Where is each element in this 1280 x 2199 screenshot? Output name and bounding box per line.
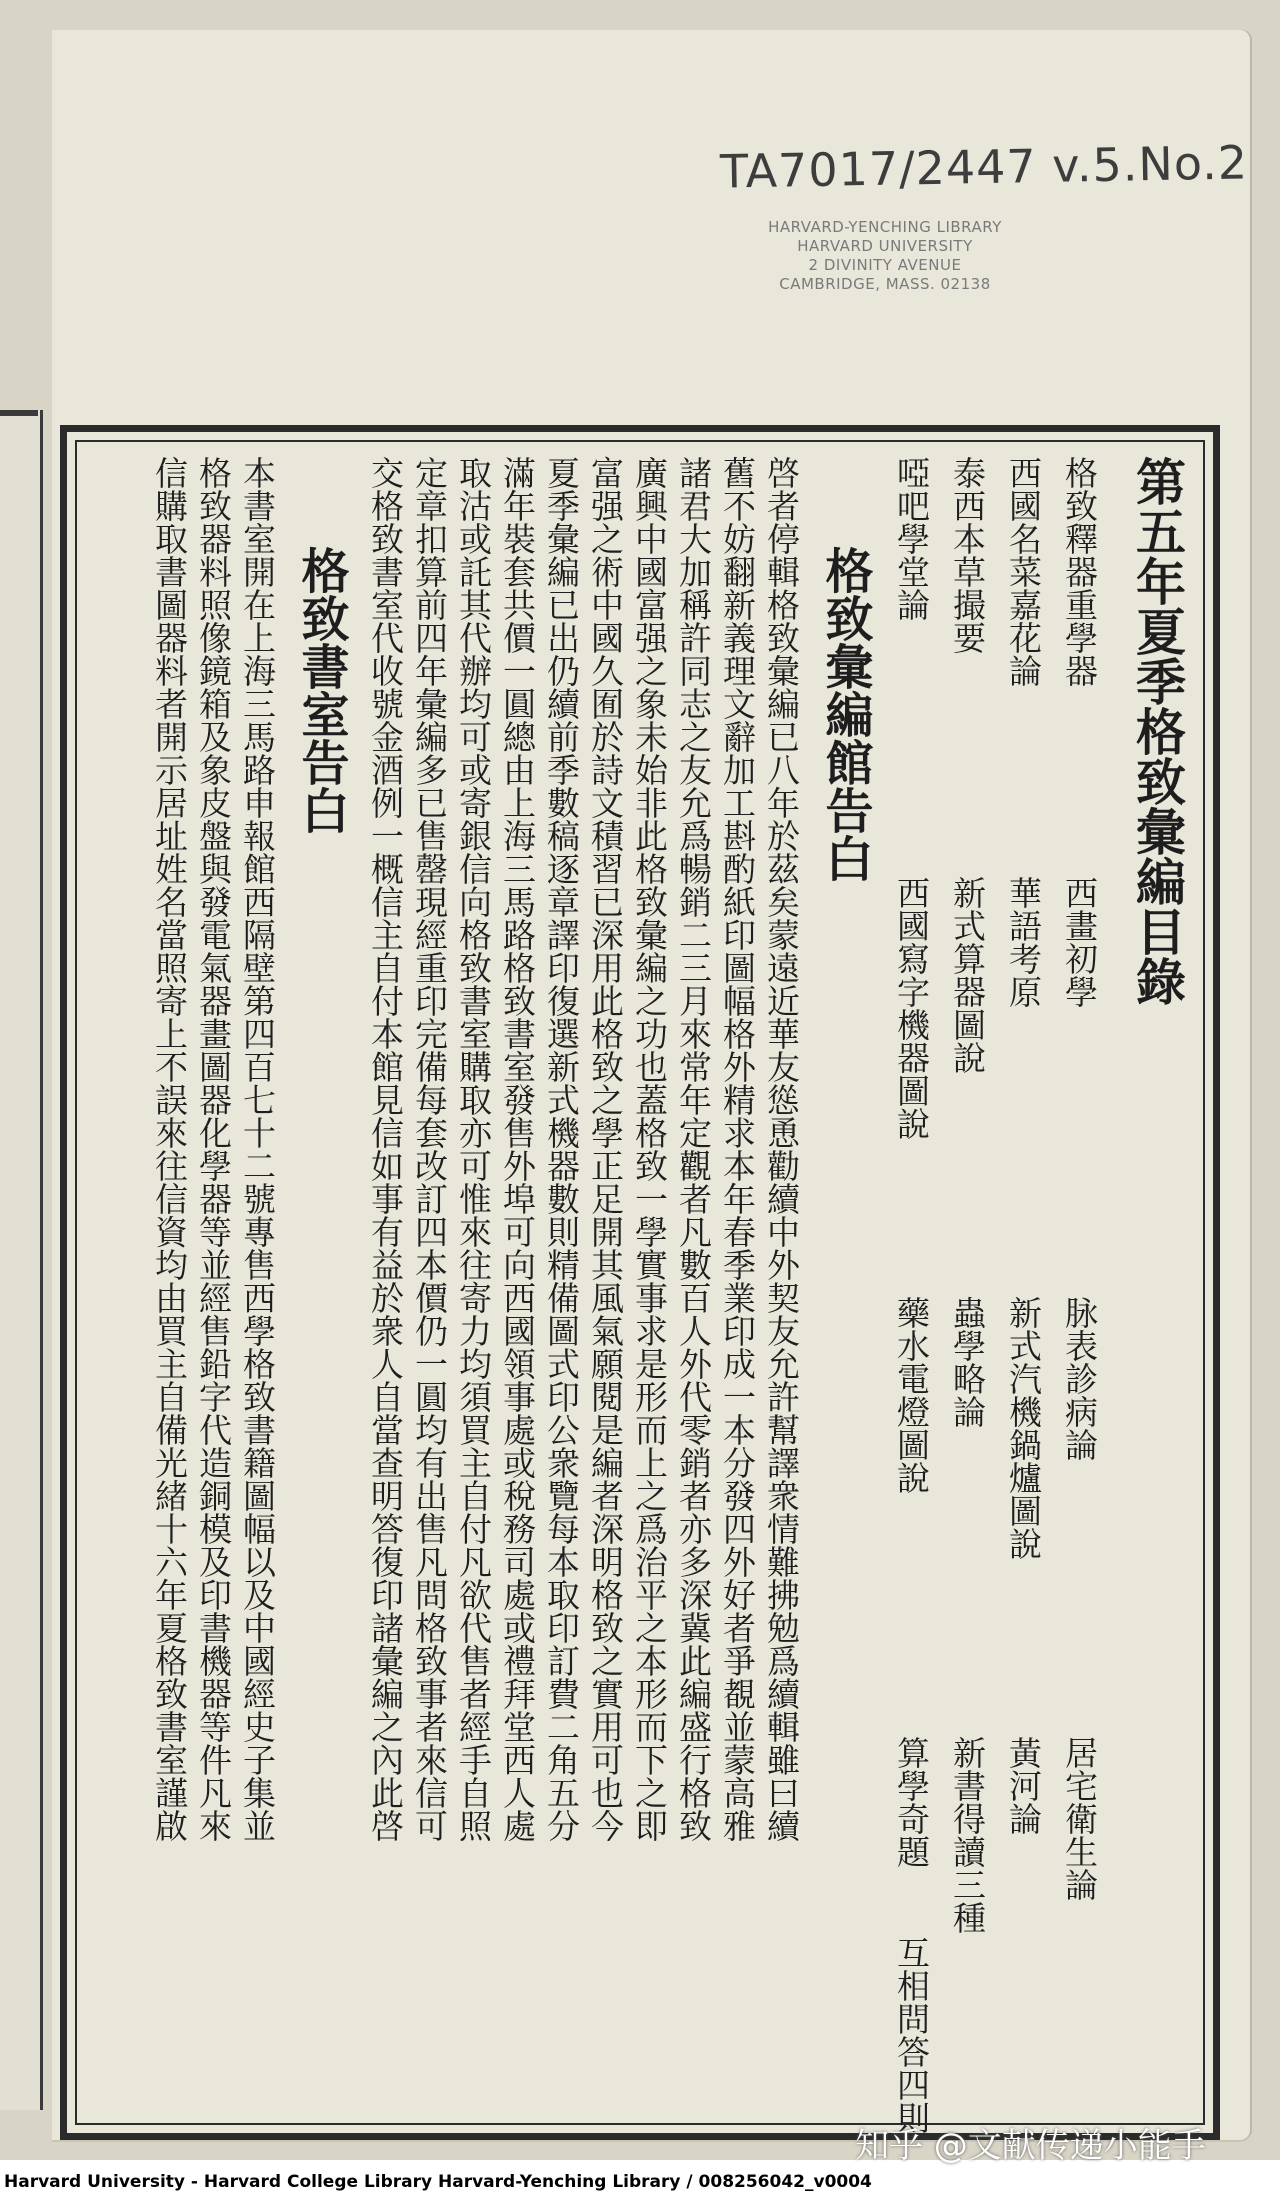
- stamp-line: 2 DIVINITY AVENUE: [808, 256, 962, 274]
- toc-column: [1001, 456, 1045, 2109]
- notice-column: 啓者停輯格致彙編已八年於茲矣蒙遠近華友慫恿勸續中外契友允許幫譯衆情難拂勉爲續輯雖曰續: [762, 456, 801, 1842]
- toc-item: 西國名菜嘉花論: [1004, 456, 1043, 687]
- call-number: TA7017/2447 v.5.No.2: [719, 135, 1249, 199]
- toc-item: 啞吧學堂論: [892, 456, 931, 621]
- notice-column: 諸君大加稱許同志之友允爲暢銷二三月來常年定觀者凡數百人外代零銷者亦多深冀此編盛行格致: [674, 456, 713, 1842]
- toc-item: 泰西本草撮要: [948, 456, 987, 654]
- toc-item: 新式算器圖說: [948, 876, 987, 1074]
- toc-title: 第五年夏季格致彙編目錄: [1128, 456, 1187, 1006]
- notice-column: 本書室開在上海三馬路申報館西隔壁第四百七十二號專售西學格致書籍圖幅以及中國經史子集並: [238, 456, 277, 1842]
- toc-item: 新書得讀三種: [948, 1736, 987, 1934]
- toc-item: 黃河論: [1004, 1736, 1043, 1835]
- library-stamp: [745, 218, 1025, 294]
- toc-item: 格致釋器重學器: [1060, 456, 1099, 687]
- stamp-line: CAMBRIDGE, MASS. 02138: [779, 275, 991, 293]
- source-footer: Harvard University - Harvard College Library Harvard-Yenching Library / 008256042_v0004: [4, 2172, 872, 2192]
- notice-column: 夏季彙編已出仍續前季數稿逐章譯印復選新式機器數則精備圖式印公衆覽每本取印訂費二角五分: [542, 456, 581, 1842]
- vertical-text-area: [91, 456, 1189, 2134]
- notice-title-bookshop: 格致書室告白: [293, 546, 349, 834]
- toc-item: 居宅衛生論: [1060, 1736, 1099, 1901]
- toc-item: 蟲學略論: [948, 1296, 987, 1428]
- toc-item: 互相問答四則: [892, 1936, 931, 2134]
- toc-column: [1057, 456, 1101, 2109]
- notice-column: 廣興中國富强之象未始非此格致彙編之功也蓋格致一學實事求是形而上之爲治平之本形而下之即: [630, 456, 669, 1842]
- stamp-line: HARVARD-YENCHING LIBRARY: [768, 218, 1002, 236]
- toc-item: 藥水電燈圖說: [892, 1296, 931, 1494]
- notice-column: 信購取書圖器料者開示居址姓名當照寄上不誤來往信資均由買主自備光緒十六年夏格致書室謹啟: [150, 456, 189, 1842]
- notice-column: 定章扣算前四年彙編多已售罄現經重印完備每套改訂四本價仍一圓均有出售凡問格致事者來信可: [410, 456, 449, 1842]
- toc-item: 脉表診病論: [1060, 1296, 1099, 1461]
- notice-title-editorial: 格致彙編館告白: [817, 546, 873, 882]
- toc-item: 西國寫字機器圖說: [892, 876, 931, 1140]
- notice-column: 取沽或託其代辦均可或寄銀信向格致書室購取亦可惟來往寄力均須買主自付凡欲代售者經手自照: [454, 456, 493, 1842]
- toc-column: [889, 456, 933, 2134]
- toc-column: [945, 456, 989, 2109]
- previous-page-edge: [0, 410, 43, 2110]
- notice-column: 富强之術中國久囿於詩文積習已深用此格致之學正足開其風氣願閱是編者深明格致之實用可也今: [586, 456, 625, 1842]
- watermark: 知乎 @文献传递小能手: [855, 2126, 1206, 2166]
- toc-item: 新式汽機鍋爐圖說: [1004, 1296, 1043, 1560]
- notice-column: 格致器料照像鏡箱及象皮盤與發電氣器畫圖器化學器等並經售鉛字代造銅模及印書機器等件凡來: [194, 456, 233, 1842]
- toc-item: 華語考原: [1004, 876, 1043, 1008]
- notice-column: 舊不妨翻新義理文辭加工斟酌紙印圖幅格外精求本年春季業印成一本分發四外好者爭覩並蒙高雅: [718, 456, 757, 1842]
- stamp-line: HARVARD UNIVERSITY: [797, 237, 973, 255]
- toc-item: 算學奇題: [892, 1736, 931, 1868]
- notice-column: 交格致書室代收號金酒例一概信主自付本館見信如事有益於衆人自當查明答復印諸彙編之內此啓: [366, 456, 405, 1842]
- toc-item: 西畫初學: [1060, 876, 1099, 1008]
- notice-column: 滿年裝套共價一圓總由上海三馬路格致書室發售外埠可向西國領事處或稅務司處或禮拜堂西人處: [498, 456, 537, 1842]
- text-frame: [60, 425, 1220, 2140]
